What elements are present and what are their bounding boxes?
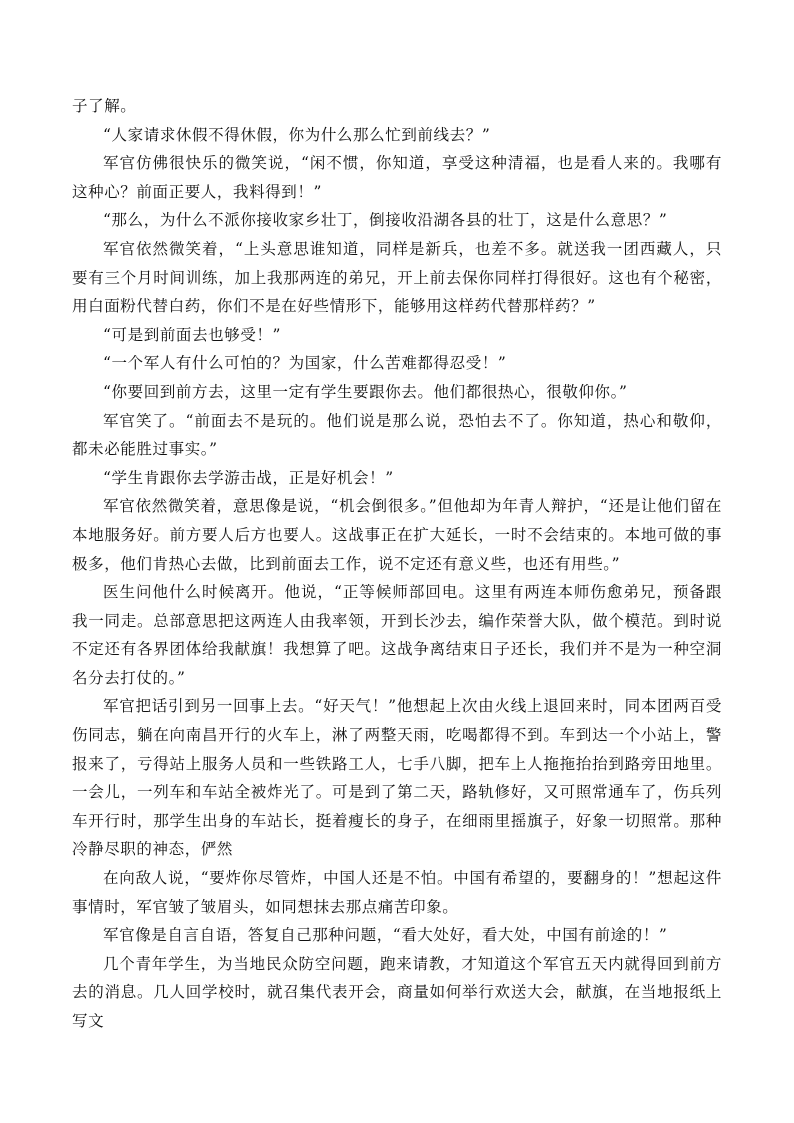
paragraph: “人家请求休假不得休假，你为什么那么忙到前线去？” xyxy=(103,125,491,144)
paragraph: 军官仿佛很快乐的微笑说，“闲不惯，你知道，享受这种清福，也是看人来的。我哪有这种心？前面正要人，我料得到！” xyxy=(72,154,722,201)
paragraph: 军官依然微笑着，“上头意思谁知道，同样是新兵，也差不多。就送我一团西藏人，只要有三个月时间训练，加上我那两连的弟兄，开上前去保你同样打得很好。这也有个秘密，用白面粉代替白药，你们不是在好些情形下，能够用这样药代替那样药？” xyxy=(72,239,722,316)
paragraph: “学生肯跟你去学游击战，正是好机会！” xyxy=(103,468,394,487)
paragraph: “你要回到前方去，这里一定有学生要跟你去。他们都很热心，很敬仰你。” xyxy=(103,382,628,401)
paragraph: “一个军人有什么可怕的？为国家，什么苦难都得忍受！” xyxy=(103,354,507,373)
paragraph: 子了解。 xyxy=(72,97,137,115)
paragraph: “那么，为什么不派你接收家乡壮丁，倒接收沿湖各县的壮丁，这是什么意思？” xyxy=(103,211,668,230)
paragraph: “可是到前面去也够受！” xyxy=(103,325,282,344)
paragraph: 医生问他什么时候离开。他说，“正等候师部回电。这里有两连本师伤愈弟兄，预备跟我一同走。总部意思把这两连人由我率领，开到长沙去，编作荣誉大队，做个模范。到时说不定还有各界团体给我献旗！我想算了吧。这战争离结束日子还长，我们并不是为一种空洞名分去打仗的。” xyxy=(72,583,722,687)
paragraph: 几个青年学生，为当地民众防空问题，跑来请教，才知道这个军官五天内就得回到前方去的消息。几人回学校时，就召集代表开会，商量如何举行欢送大会，献旗，在当地报纸上写文 xyxy=(72,954,722,1030)
document-body xyxy=(72,92,722,1036)
paragraph: 军官依然微笑着，意思像是说，“机会倒很多。”但他却为年青人辩护，“还是让他们留在本地服务好。前方要人后方也要人。这战事正在扩大延长，一时不会结束的。本地可做的事极多，他们肯热心去做，比到前面去工作，说不定还有意义些，也还有用些。” xyxy=(72,497,722,573)
paragraph: 在向敌人说，“要炸你尽管炸，中国人还是不怕。中国有希望的，要翻身的！”想起这件事情时，军官皱了皱眉头，如同想抹去那点痛苦印象。 xyxy=(72,869,722,916)
paragraph: 军官笑了。“前面去不是玩的。他们说是那么说，恐怕去不了。你知道，热心和敬仰，都未必能胜过事实。” xyxy=(72,411,722,459)
paragraph: 军官把话引到另一回事上去。“好天气！”他想起上次由火线上退回来时，同本团两百受伤同志，躺在向南昌开行的火车上，淋了两整天雨，吃喝都得不到。车到达一个小站上，警报来了，亏得站上服务人员和一些铁路工人，七手八脚，把车上人拖拖抬抬到路旁田地里。一会儿，一列车和车站全被炸光了。可是到了第二天，路轨修好，又可照常通车了，伤兵列车开行时，那学生出身的车站长，挺着瘦长的身子，在细雨里摇旗子，好象一切照常。那种冷静尽职的神态，俨然 xyxy=(72,697,722,859)
paragraph: 军官像是自言自语，答复自己那种问题，“看大处好，看大处，中国有前途的！” xyxy=(103,926,668,945)
